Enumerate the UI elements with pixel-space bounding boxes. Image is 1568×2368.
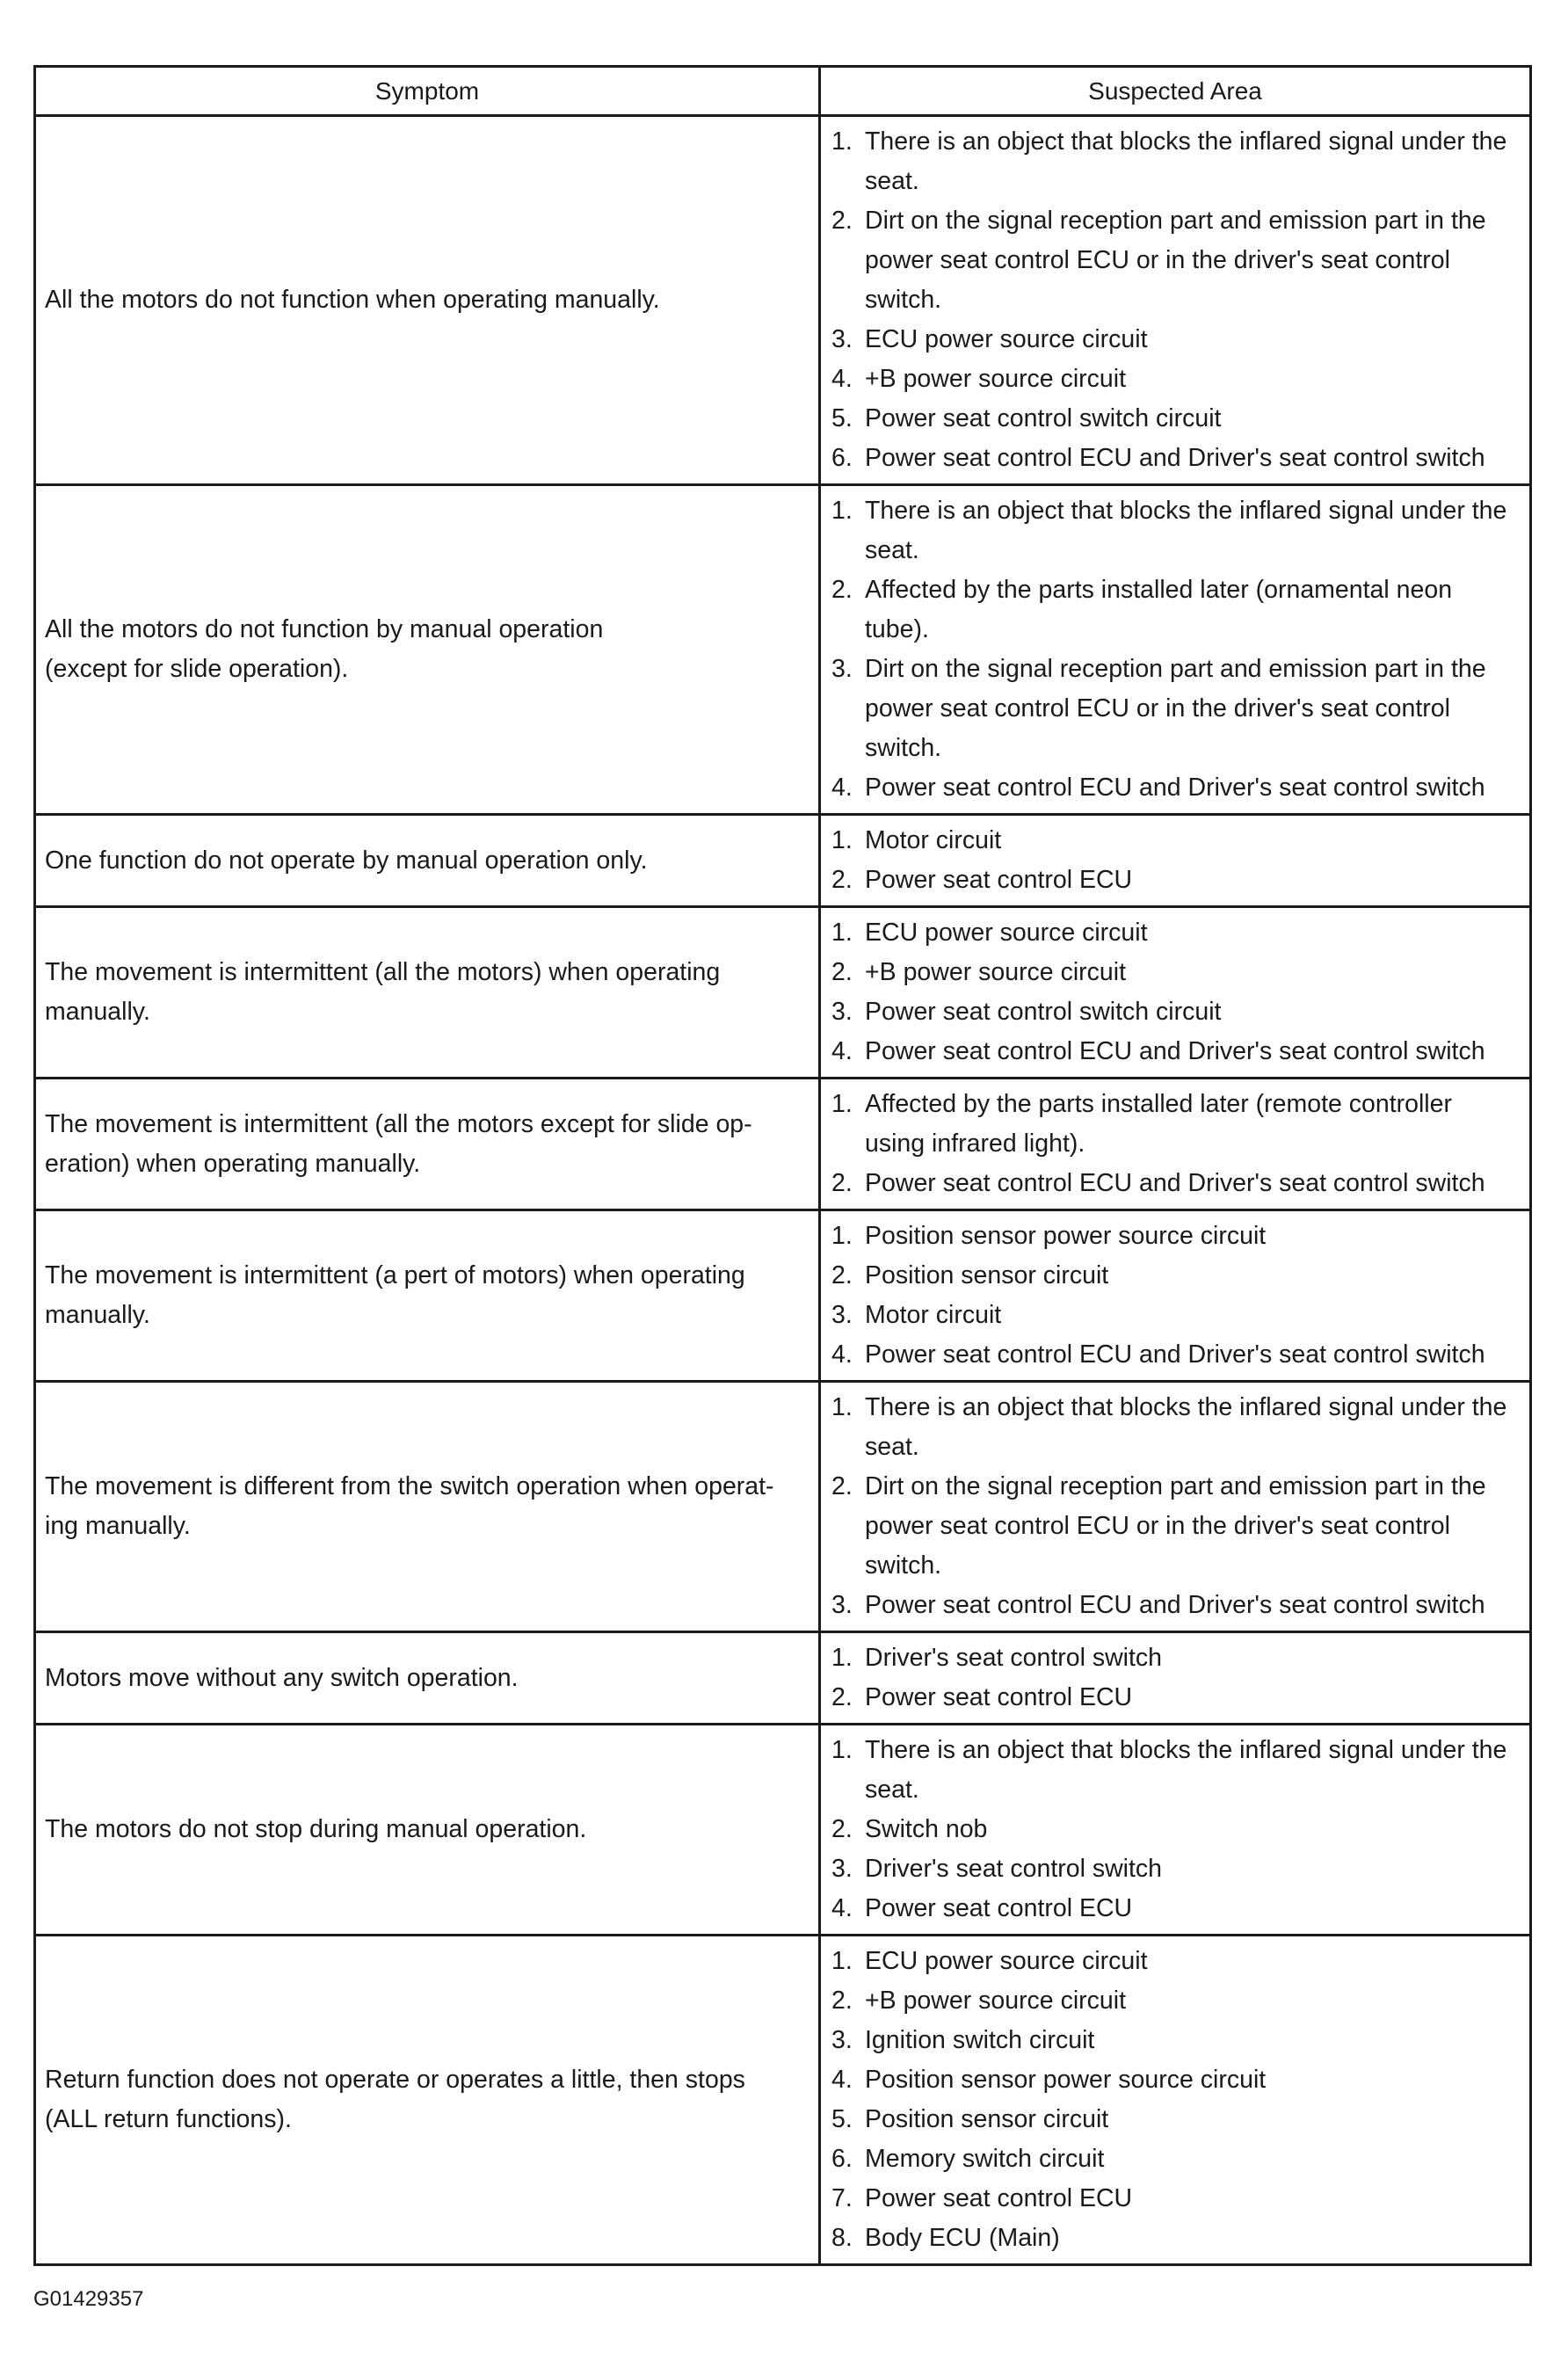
suspected-area-item [831, 570, 1519, 650]
item-number: 2. [831, 866, 853, 894]
item-number: 4. [831, 2066, 853, 2094]
suspected-area-item [831, 201, 1519, 320]
table-row [35, 1632, 1531, 1725]
item-text: Position sensor circuit [865, 2105, 1109, 2133]
suspected-area-item [831, 1586, 1519, 1625]
suspected-area-cell [820, 907, 1531, 1079]
item-number: 3. [831, 1855, 853, 1883]
item-number: 7. [831, 2184, 853, 2212]
item-number: 3. [831, 325, 853, 353]
item-number: 1. [831, 497, 853, 525]
suspected-area-list [831, 1085, 1519, 1203]
item-number: 1. [831, 919, 853, 947]
suspected-area-item [831, 1467, 1519, 1586]
suspected-area-item [831, 1889, 1519, 1929]
item-text: ECU power source circuit [865, 919, 1148, 947]
suspected-area-item [831, 399, 1519, 439]
item-text: Dirt on the signal reception part and emission part in the power seat control ECU or in the driver's seat control switch. [865, 207, 1486, 314]
item-text: Power seat control ECU [865, 1894, 1133, 1922]
item-number: 1. [831, 826, 853, 854]
item-number: 4. [831, 774, 853, 802]
table-row [35, 815, 1531, 907]
item-number: 2. [831, 576, 853, 604]
table-row [35, 1210, 1531, 1382]
item-number: 2. [831, 1683, 853, 1711]
header-row [35, 67, 1531, 116]
symptom-text: The movement is intermittent (a pert of motors) when operating manually. [45, 1261, 745, 1329]
suspected-area-header: Suspected Area [820, 67, 1531, 116]
suspected-area-item [831, 1256, 1519, 1296]
item-number: 4. [831, 1894, 853, 1922]
suspected-area-item [831, 953, 1519, 992]
item-text: Power seat control ECU and Driver's seat control switch [865, 1037, 1485, 1065]
suspected-area-item [831, 1032, 1519, 1071]
item-number: 4. [831, 365, 853, 393]
suspected-area-item [831, 320, 1519, 360]
item-text: +B power source circuit [865, 958, 1126, 986]
suspected-area-item [831, 2219, 1519, 2258]
suspected-area-list [831, 1731, 1519, 1929]
item-text: Power seat control ECU and Driver's seat control switch [865, 1169, 1485, 1197]
symptom-text: The motors do not stop during manual operation. [45, 1815, 587, 1843]
symptom-text: The movement is intermittent (all the motors) when operating manually. [45, 958, 721, 1026]
suspected-area-item [831, 1388, 1519, 1467]
suspected-area-list [831, 821, 1519, 900]
item-number: 5. [831, 404, 853, 432]
table-row [35, 907, 1531, 1079]
item-text: Power seat control ECU and Driver's seat control switch [865, 1591, 1485, 1619]
item-text: Power seat control ECU [865, 1683, 1133, 1711]
item-text: Power seat control ECU [865, 866, 1133, 894]
item-number: 6. [831, 444, 853, 472]
suspected-area-list [831, 1217, 1519, 1375]
item-text: Power seat control ECU and Driver's seat control switch [865, 444, 1485, 472]
suspected-area-item [831, 1335, 1519, 1375]
suspected-area-item [831, 2139, 1519, 2179]
table-row [35, 1079, 1531, 1210]
item-number: 1. [831, 127, 853, 156]
symptom-cell [35, 1632, 820, 1725]
suspected-area-item [831, 360, 1519, 399]
table-row [35, 1725, 1531, 1936]
symptom-cell [35, 1936, 820, 2265]
item-text: Dirt on the signal reception part and emission part in the power seat control ECU or in the driver's seat control switch. [865, 655, 1486, 762]
suspected-area-item [831, 1638, 1519, 1678]
item-text: Position sensor power source circuit [865, 1222, 1267, 1250]
suspected-area-cell [820, 1079, 1531, 1210]
item-number: 5. [831, 2105, 853, 2133]
suspected-area-item [831, 2060, 1519, 2100]
item-number: 3. [831, 2026, 853, 2054]
item-text: Dirt on the signal reception part and emission part in the power seat control ECU or in the driver's seat control switch. [865, 1472, 1486, 1580]
item-text: Power seat control ECU and Driver's seat control switch [865, 1340, 1485, 1369]
item-text: ECU power source circuit [865, 1947, 1148, 1975]
suspected-area-item [831, 1942, 1519, 1981]
symptom-cell [35, 1079, 820, 1210]
symptom-cell [35, 907, 820, 1079]
item-text: +B power source circuit [865, 1987, 1126, 2015]
symptom-text: (ALL return functions). [45, 2105, 292, 2133]
suspected-area-list [831, 1638, 1519, 1718]
symptom-text: The movement is intermittent (all the motors except for slide op- eration) when operating manually. [45, 1109, 752, 1178]
item-number: 1. [831, 1947, 853, 1975]
suspected-area-list [831, 122, 1519, 478]
item-text: Motor circuit [865, 826, 1002, 854]
suspected-area-cell [820, 1382, 1531, 1632]
table-row [35, 1936, 1531, 2265]
symptom-text: One function do not operate by manual operation only. [45, 846, 648, 875]
item-number: 2. [831, 1987, 853, 2015]
symptom-table [33, 65, 1532, 2266]
figure-code: G01429357 [33, 2287, 144, 2311]
symptom-header: Symptom [35, 67, 820, 116]
symptom-cell [35, 485, 820, 815]
suspected-area-item [831, 1296, 1519, 1335]
item-number: 6. [831, 2145, 853, 2173]
suspected-area-item [831, 2100, 1519, 2139]
item-number: 3. [831, 1591, 853, 1619]
item-number: 4. [831, 1037, 853, 1065]
item-text: Position sensor power source circuit [865, 2066, 1267, 2094]
suspected-area-item [831, 821, 1519, 861]
symptom-text: (except for slide operation). [45, 655, 349, 683]
suspected-area-list [831, 1942, 1519, 2258]
symptom-cell [35, 1725, 820, 1936]
suspected-area-cell [820, 1725, 1531, 1936]
table-row [35, 1382, 1531, 1632]
table-body [35, 116, 1531, 2265]
suspected-area-item [831, 650, 1519, 768]
item-text: There is an object that blocks the inflared signal under the seat. [865, 127, 1507, 195]
item-text: There is an object that blocks the inflared signal under the seat. [865, 1736, 1507, 1804]
item-text: Switch nob [865, 1815, 988, 1843]
suspected-area-cell [820, 1210, 1531, 1382]
item-number: 1. [831, 1736, 853, 1764]
suspected-area-item [831, 1164, 1519, 1203]
item-text: There is an object that blocks the inflared signal under the seat. [865, 497, 1507, 564]
symptom-cell [35, 815, 820, 907]
item-number: 2. [831, 958, 853, 986]
symptom-text: The movement is different from the switch operation when operat- ing manually. [45, 1472, 774, 1540]
suspected-area-item [831, 1981, 1519, 2021]
item-text: ECU power source circuit [865, 325, 1148, 353]
symptom-cell [35, 1210, 820, 1382]
suspected-area-item [831, 122, 1519, 201]
suspected-area-item [831, 1678, 1519, 1718]
item-number: 4. [831, 1340, 853, 1369]
suspected-area-item [831, 992, 1519, 1032]
item-text: Memory switch circuit [865, 2145, 1105, 2173]
suspected-area-item [831, 439, 1519, 478]
item-text: Power seat control switch circuit [865, 998, 1222, 1026]
suspected-area-item [831, 913, 1519, 953]
symptom-text: All the motors do not function when operating manually. [45, 286, 660, 314]
suspected-area-item [831, 1217, 1519, 1256]
item-number: 3. [831, 1301, 853, 1329]
troubleshooting-sheet [33, 65, 1529, 2266]
suspected-area-item [831, 491, 1519, 570]
item-text: Driver's seat control switch [865, 1855, 1163, 1883]
item-number: 1. [831, 1644, 853, 1672]
item-number: 2. [831, 1815, 853, 1843]
item-text: Power seat control ECU [865, 2184, 1133, 2212]
suspected-area-item [831, 1085, 1519, 1164]
item-text: +B power source circuit [865, 365, 1126, 393]
item-text: Body ECU (Main) [865, 2224, 1060, 2252]
item-text: Position sensor circuit [865, 1261, 1109, 1289]
suspected-area-cell [820, 1936, 1531, 2265]
item-text: Power seat control ECU and Driver's seat control switch [865, 774, 1485, 802]
suspected-area-item [831, 2179, 1519, 2219]
table-row [35, 116, 1531, 485]
suspected-area-cell [820, 116, 1531, 485]
item-number: 2. [831, 1472, 853, 1500]
item-number: 1. [831, 1222, 853, 1250]
suspected-area-item [831, 768, 1519, 808]
item-number: 2. [831, 207, 853, 235]
suspected-area-item [831, 1731, 1519, 1810]
item-number: 3. [831, 655, 853, 683]
symptom-cell [35, 116, 820, 485]
item-number: 3. [831, 998, 853, 1026]
item-text: Ignition switch circuit [865, 2026, 1095, 2054]
suspected-area-cell [820, 1632, 1531, 1725]
suspected-area-list [831, 491, 1519, 808]
symptom-text: Motors move without any switch operation. [45, 1663, 519, 1692]
suspected-area-item [831, 1849, 1519, 1889]
suspected-area-list [831, 1388, 1519, 1625]
item-number: 1. [831, 1090, 853, 1118]
item-number: 1. [831, 1393, 853, 1421]
suspected-area-list [831, 913, 1519, 1071]
item-number: 8. [831, 2224, 853, 2252]
symptom-cell [35, 1382, 820, 1632]
item-number: 2. [831, 1169, 853, 1197]
item-text: Driver's seat control switch [865, 1644, 1163, 1672]
symptom-text: Return function does not operate or operates a little, then stops [45, 2066, 745, 2094]
suspected-area-cell [820, 815, 1531, 907]
item-text: Affected by the parts installed later (remote controller using infrared light). [865, 1090, 1452, 1158]
item-text: Power seat control switch circuit [865, 404, 1222, 432]
suspected-area-item [831, 861, 1519, 900]
suspected-area-item [831, 2021, 1519, 2060]
item-text: Affected by the parts installed later (ornamental neon tube). [865, 576, 1453, 643]
table-row [35, 485, 1531, 815]
item-text: Motor circuit [865, 1301, 1002, 1329]
item-text: There is an object that blocks the inflared signal under the seat. [865, 1393, 1507, 1461]
item-number: 2. [831, 1261, 853, 1289]
suspected-area-cell [820, 485, 1531, 815]
symptom-text: All the motors do not function by manual operation [45, 615, 604, 643]
suspected-area-item [831, 1810, 1519, 1849]
